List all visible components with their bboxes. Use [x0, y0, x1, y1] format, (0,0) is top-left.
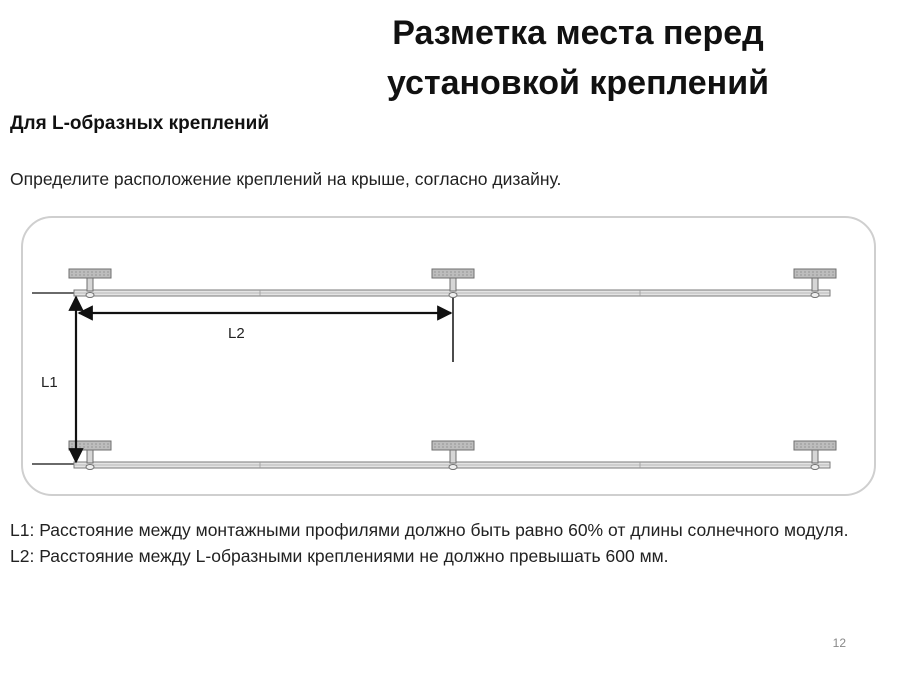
roof-outline	[22, 217, 875, 495]
note-l1: L1: Расстояние между монтажными профилями должно быть равно 60% от длины солнечного модуля.	[10, 520, 849, 540]
label-l2: L2	[228, 325, 245, 342]
mounting-rail-bottom	[32, 462, 830, 468]
page-number: 12	[832, 636, 846, 650]
slide-title-line-2: установкой креплений	[386, 64, 770, 102]
mounting-layout-diagram	[0, 200, 900, 510]
slide-title	[318, 8, 838, 108]
slide-title-line-1: Разметка места перед	[392, 14, 764, 52]
mounting-rail-top	[32, 290, 830, 296]
note-l2: L2: Расстояние между L-образными креплениями не должно превышать 600 мм.	[10, 546, 669, 566]
label-l1: L1	[41, 374, 58, 391]
section-heading: Для L-образных креплений	[10, 113, 270, 134]
notes-block	[10, 517, 890, 569]
intro-text: Определите расположение креплений на крыше, согласно дизайну.	[10, 169, 562, 189]
